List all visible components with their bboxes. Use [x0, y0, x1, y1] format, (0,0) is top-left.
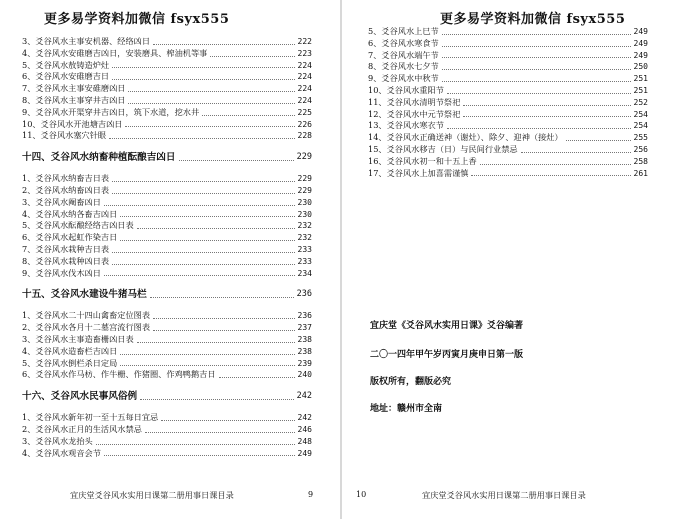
toc-entry — [22, 244, 312, 256]
toc-entry-page: 258 — [633, 156, 648, 166]
toc-leader-dots — [442, 57, 631, 58]
toc-leader-dots — [442, 34, 631, 35]
left-page — [0, 0, 340, 519]
toc-leader-dots — [202, 115, 294, 116]
toc-entry-page: 224 — [297, 72, 312, 82]
toc-leader-dots — [463, 105, 630, 106]
toc-entry-page: 230 — [297, 209, 312, 219]
toc-leader-dots — [153, 330, 295, 331]
toc-entry-page: 249 — [633, 27, 648, 36]
toc-entry-label: 2、爻谷风水正月的生活风水禁忌 — [22, 423, 142, 434]
toc-entry-label: 9、爻谷风水伐木凶日 — [22, 267, 101, 278]
toc-leader-dots — [137, 342, 295, 343]
toc-entry-label: 15、爻谷风水移吉（日）与民间行业禁忌 — [368, 143, 518, 154]
publication-edition: 二〇一四年甲午岁丙寅月庚申日第一版 — [370, 350, 524, 360]
toc-entry-label: 10、爻谷风水开池塘吉凶日 — [22, 118, 123, 129]
toc-entry — [368, 85, 648, 97]
toc-entry-page: 232 — [297, 233, 312, 243]
toc-entry-page: 222 — [297, 37, 312, 46]
toc-entry-label: 4、爻谷风水观音会节 — [22, 447, 101, 458]
toc-entry-label: 6、爻谷风水作马枋、作牛栅、作猪圈、作鸡鸭鹅吉日 — [22, 369, 216, 380]
toc-entry-label: 2、爻谷风水纳畜凶日表 — [22, 184, 110, 195]
toc-entry — [368, 61, 648, 73]
toc-entry-page: 224 — [297, 84, 312, 94]
toc-entry — [22, 232, 312, 244]
toc-leader-dots — [104, 455, 295, 456]
toc-entry-label: 6、爻谷风水起虹作染吉日 — [22, 232, 118, 243]
toc-entry-page: 256 — [633, 144, 648, 154]
toc-entry — [22, 185, 312, 197]
toc-entry — [22, 107, 312, 119]
toc-entry-page: 242 — [296, 391, 312, 402]
toc-entry — [22, 36, 312, 48]
toc-leader-dots — [521, 152, 631, 153]
right-toc — [368, 26, 648, 179]
toc-entry-label: 1、爻谷风水二十四山禽畜定位图表 — [22, 310, 151, 321]
toc-leader-dots — [161, 420, 294, 421]
toc-leader-dots — [153, 44, 295, 45]
toc-entry-page: 230 — [297, 197, 312, 207]
toc-entry — [22, 130, 312, 142]
toc-entry-label: 1、爻谷风水新年初一至十五每日宜忌 — [22, 412, 159, 423]
toc-entry-page: 255 — [633, 133, 648, 143]
toc-entry — [22, 83, 312, 95]
toc-entry — [22, 220, 312, 232]
toc-entry — [22, 334, 312, 346]
toc-entry — [22, 412, 312, 424]
toc-leader-dots — [179, 160, 294, 161]
toc-leader-dots — [120, 240, 294, 241]
toc-entry-label: 6、爻谷风水安碓磨吉日 — [22, 71, 110, 82]
toc-leader-dots — [112, 181, 294, 182]
toc-entry-page: 251 — [633, 74, 648, 84]
toc-entry — [368, 156, 648, 168]
toc-leader-dots — [109, 138, 294, 139]
toc-entry-page: 228 — [297, 131, 312, 141]
left-page-header: 更多易学资料加微信 fsyx555 — [44, 12, 230, 27]
toc-leader-dots — [120, 354, 294, 355]
right-page — [342, 0, 682, 519]
toc-entry — [22, 268, 312, 280]
toc-entry-page: 249 — [297, 448, 312, 458]
toc-leader-dots — [120, 365, 294, 366]
toc-entry-page: 234 — [297, 268, 312, 278]
toc-entry — [22, 60, 312, 72]
toc-leader-dots — [442, 46, 631, 47]
toc-entry-label: 8、爻谷风水主事穿井吉凶日 — [22, 94, 126, 105]
toc-entry-page: 225 — [297, 107, 312, 117]
toc-leader-dots — [112, 252, 294, 253]
toc-entry — [22, 436, 312, 448]
toc-entry-label: 7、爻谷风水端午节 — [368, 49, 439, 60]
toc-leader-dots — [112, 264, 294, 265]
toc-leader-dots — [210, 56, 294, 57]
toc-leader-dots — [104, 205, 295, 206]
toc-entry — [22, 48, 312, 60]
toc-entry-page: 251 — [633, 85, 648, 95]
toc-entry-label: 7、爻谷风水栽种吉日表 — [22, 243, 110, 254]
toc-entry-page: 233 — [297, 256, 312, 266]
toc-entry — [368, 109, 648, 121]
left-page-footer: 宜庆堂爻谷风水实用日课第二册用事日课目录 — [70, 490, 234, 500]
toc-entry — [22, 358, 312, 370]
toc-leader-dots — [120, 216, 294, 217]
right-page-number: 10 — [356, 490, 367, 499]
toc-leader-dots — [125, 126, 294, 127]
toc-entry-label: 5、爻谷风水上巳节 — [368, 26, 439, 36]
toc-entry-page: 224 — [297, 95, 312, 105]
toc-leader-dots — [447, 128, 631, 129]
toc-entry-page: 249 — [633, 50, 648, 60]
toc-entry — [368, 97, 648, 109]
toc-entry-label: 8、爻谷风水七夕节 — [368, 61, 439, 72]
toc-entry-label: 1、爻谷风水纳畜吉日表 — [22, 173, 110, 184]
toc-entry-label: 十四、爻谷风水纳畜种植酝酿吉凶日 — [22, 152, 176, 164]
toc-entry — [368, 38, 648, 50]
toc-entry-label: 4、爻谷风水纳各畜吉凶日 — [22, 208, 118, 219]
toc-entry — [22, 119, 312, 131]
publication-copyright: 版权所有，翻版必究 — [370, 377, 452, 387]
toc-entry-page: 254 — [633, 109, 648, 119]
toc-entry — [22, 369, 312, 381]
left-page-number: 9 — [308, 490, 314, 499]
toc-entry — [22, 346, 312, 358]
toc-entry-page: 236 — [297, 311, 312, 321]
toc-entry-label: 2、爻谷风水各月十二墓宫流行图表 — [22, 322, 151, 333]
toc-entry-label: 14、爻谷风水正确送神（谢灶）、除夕、迎神（接灶） — [368, 132, 563, 143]
toc-entry-page: 248 — [297, 436, 312, 446]
toc-leader-dots — [219, 377, 295, 378]
toc-entry — [368, 168, 648, 180]
toc-entry — [22, 95, 312, 107]
toc-entry-page: 224 — [297, 60, 312, 70]
toc-entry-page: 261 — [633, 168, 648, 178]
toc-leader-dots — [153, 318, 295, 319]
toc-entry-label: 十五、爻谷风水建设牛猪马栏 — [22, 289, 147, 301]
toc-entry-page: 237 — [297, 323, 312, 333]
toc-entry-page: 233 — [297, 244, 312, 254]
toc-entry-page: 242 — [297, 413, 312, 423]
publication-title: 宜庆堂《爻谷风水实用日课》爻谷编著 — [370, 321, 524, 331]
toc-entry — [368, 73, 648, 85]
toc-entry-page: 249 — [633, 38, 648, 48]
toc-entry-label: 3、爻谷风水主事安机器、经络凶日 — [22, 36, 151, 46]
toc-leader-dots — [145, 432, 295, 433]
toc-entry-page: 229 — [296, 152, 312, 163]
toc-entry-label: 十六、爻谷风水民事风俗例 — [22, 391, 138, 403]
toc-entry — [22, 209, 312, 221]
toc-leader-dots — [150, 297, 294, 298]
toc-leader-dots — [137, 228, 295, 229]
toc-entry-page: 252 — [633, 97, 648, 107]
toc-section-heading — [22, 288, 312, 301]
toc-entry-page: 250 — [633, 62, 648, 72]
toc-leader-dots — [112, 79, 294, 80]
toc-entry-label: 4、爻谷风水造畜栏吉凶日 — [22, 345, 118, 356]
toc-entry-page: 254 — [633, 121, 648, 131]
right-page-header: 更多易学资料加微信 fsyx555 — [440, 12, 626, 27]
toc-entry-page: 236 — [296, 289, 312, 300]
toc-leader-dots — [566, 140, 631, 141]
toc-entry-label: 4、爻谷风水安碓磨吉凶日，安装磨具、榨油机等事 — [22, 47, 208, 58]
toc-entry-label: 6、爻谷风水寒食节 — [368, 37, 439, 48]
toc-entry — [22, 71, 312, 83]
toc-leader-dots — [96, 444, 295, 445]
toc-entry-label: 11、爻谷风水清明节祭祀 — [368, 96, 461, 107]
toc-entry-page: 240 — [297, 370, 312, 380]
toc-entry — [22, 448, 312, 460]
toc-entry — [368, 50, 648, 62]
toc-entry-label: 9、爻谷风水中秋节 — [368, 73, 439, 84]
toc-entry — [22, 173, 312, 185]
toc-entry-label: 5、爻谷风水倒栏杀日定局 — [22, 357, 118, 368]
toc-entry-page: 229 — [297, 174, 312, 184]
toc-entry — [22, 322, 312, 334]
toc-entry-label: 5、爻谷风水酝酿经络吉凶日表 — [22, 220, 134, 231]
toc-entry-page: 239 — [297, 358, 312, 368]
toc-section-heading — [22, 151, 312, 164]
toc-leader-dots — [480, 164, 631, 165]
toc-entry — [368, 120, 648, 132]
toc-leader-dots — [447, 93, 631, 94]
toc-entry-label: 3、爻谷风水阉畜凶日 — [22, 196, 101, 207]
toc-entry — [368, 132, 648, 144]
right-page-footer: 宜庆堂爻谷风水实用日课第二册用事日课目录 — [422, 490, 586, 500]
toc-leader-dots — [442, 81, 631, 82]
toc-section-heading — [22, 390, 312, 403]
toc-entry-label: 10、爻谷风水重阳节 — [368, 84, 444, 95]
toc-leader-dots — [112, 67, 294, 68]
toc-leader-dots — [104, 275, 295, 276]
toc-entry-page: 238 — [297, 346, 312, 356]
publication-address: 地址：赣州市全南 — [370, 404, 443, 414]
toc-leader-dots — [128, 91, 294, 92]
toc-entry-page: 246 — [297, 424, 312, 434]
toc-leader-dots — [471, 175, 630, 176]
toc-entry-page: 226 — [297, 119, 312, 129]
toc-entry-label: 3、爻谷风水龙抬头 — [22, 435, 93, 446]
toc-entry — [22, 197, 312, 209]
toc-entry — [22, 424, 312, 436]
toc-entry-label: 9、爻谷风水开渠穿井吉凶日，筑下水道，挖水井 — [22, 106, 200, 117]
toc-entry-label: 16、爻谷风水初一和十五上香 — [368, 155, 477, 166]
toc-entry — [22, 310, 312, 322]
toc-entry-label: 5、爻谷风水敖铸造炉灶 — [22, 59, 110, 70]
toc-entry-page: 229 — [297, 185, 312, 195]
toc-leader-dots — [128, 103, 294, 104]
toc-entry-page: 238 — [297, 334, 312, 344]
toc-entry-label: 17、爻谷风水上加喜需谨慎 — [368, 167, 469, 178]
toc-entry-page: 223 — [297, 48, 312, 58]
left-toc — [22, 36, 312, 459]
toc-entry-label: 3、爻谷风水主事造畜栅凶日表 — [22, 333, 134, 344]
toc-entry — [368, 144, 648, 156]
toc-entry-label: 13、爻谷风水寒衣节 — [368, 120, 444, 131]
toc-leader-dots — [442, 69, 631, 70]
toc-leader-dots — [112, 193, 294, 194]
toc-entry-label: 11、爻谷风水塞穴针眼 — [22, 130, 107, 141]
toc-entry — [22, 256, 312, 268]
toc-entry-label: 12、爻谷风水中元节祭祀 — [368, 108, 461, 119]
toc-leader-dots — [140, 399, 294, 400]
toc-entry-label: 7、爻谷风水主事安碓磨凶日 — [22, 83, 126, 94]
toc-leader-dots — [463, 116, 630, 117]
toc-entry — [368, 26, 648, 38]
toc-entry-label: 8、爻谷风水栽种凶日表 — [22, 255, 110, 266]
toc-entry-page: 232 — [297, 221, 312, 231]
